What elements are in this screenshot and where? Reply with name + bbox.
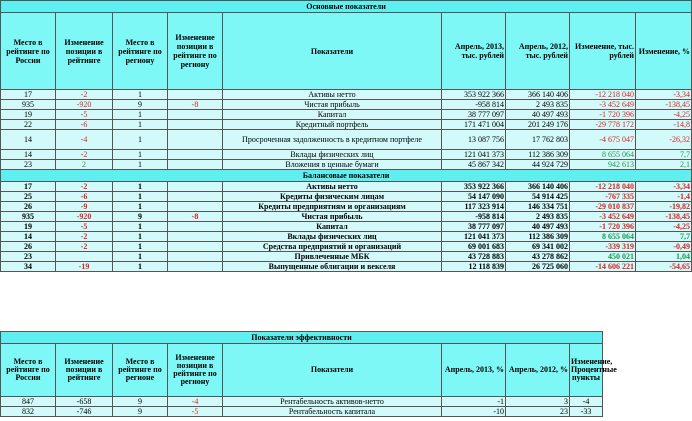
cell-rank-russia: 17 [1,90,56,100]
cell-rank-region: 1 [113,130,168,150]
cell-region-change [168,90,223,100]
cell-change-pct: -4,25 [636,222,692,232]
cell-change: -767 335 [570,192,636,202]
cell-rank-russia: 23 [1,160,56,170]
col-header-rank-region: Место в рейтинге по регионе [113,344,168,397]
cell-region-change [168,222,223,232]
cell-april-2012: 2 493 835 [506,212,570,222]
cell-april-2013: 121 041 373 [442,150,506,160]
cell-april-2013: 43 728 883 [442,252,506,262]
cell-change: 450 021 [570,252,636,262]
cell-region-change [168,182,223,192]
cell-indicator-name: Активы нетто [223,90,442,100]
cell-rank-region: 1 [113,182,168,192]
cell-rank-change: -658 [56,397,113,407]
cell-change-pct: -3,34 [636,90,692,100]
cell-rank-region: 9 [113,100,168,110]
cell-rank-region: 1 [113,192,168,202]
table-row [1,90,692,100]
cell-indicator-name: Рентабельность активов-нетто [223,397,442,407]
cell-rank-region: 1 [113,110,168,120]
cell-april-2012: 26 725 060 [506,262,570,272]
table-row [1,100,692,110]
table-row [1,262,692,272]
cell-rank-change: -4 [56,130,113,150]
cell-change: -339 319 [570,242,636,252]
col-header-rank-region: Место в рейтинге по региону [113,13,168,90]
cell-change: -12 218 040 [570,182,636,192]
cell-april-2012: 40 497 493 [506,222,570,232]
cell-rank-russia: 26 [1,242,56,252]
table-row [1,397,603,407]
col-header-indicator: Показатели [223,344,442,397]
cell-april-2012: 43 278 862 [506,252,570,262]
cell-region-change [168,262,223,272]
cell-april-2013: 38 777 097 [442,222,506,232]
cell-indicator-name: Вклады физических лиц [223,150,442,160]
cell-rank-russia: 14 [1,150,56,160]
cell-april-2013: 54 147 090 [442,192,506,202]
cell-april-2013: 353 922 366 [442,90,506,100]
cell-rank-change: -9 [56,202,113,212]
cell-change: -1 720 396 [570,222,636,232]
cell-april-2013: 121 041 373 [442,232,506,242]
cell-change: -4 675 047 [570,130,636,150]
table-row [1,120,692,130]
cell-april-2013: -958 814 [442,100,506,110]
cell-april-2012: 44 924 729 [506,160,570,170]
table-row [1,130,692,150]
cell-april-2012: 366 140 406 [506,182,570,192]
cell-change: -29 778 172 [570,120,636,130]
col-header-change-pp: Изменение, Процентные пункты [570,344,603,397]
cell-region-change [168,150,223,160]
cell-indicator-name: Выпущенные облигации и векселя [223,262,442,272]
section-title-balance: Балансовые показатели [1,170,692,182]
cell-rank-change: -19 [56,262,113,272]
cell-change: 8 655 064 [570,232,636,242]
table-row [1,182,692,192]
cell-indicator-name: Активы нетто [223,182,442,192]
cell-april-2013: 69 001 683 [442,242,506,252]
cell-region-change [168,242,223,252]
cell-indicator-name: Капитал [223,110,442,120]
cell-rank-change: -2 [56,232,113,242]
cell-rank-russia: 935 [1,100,56,110]
cell-april-2013: 353 922 366 [442,182,506,192]
cell-region-change [168,120,223,130]
cell-rank-change: -5 [56,222,113,232]
cell-rank-region: 9 [113,407,168,417]
cell-rank-change: -2 [56,90,113,100]
section-title-main: Основные показатели [1,1,692,13]
cell-indicator-name: Средства предприятий и организаций [223,242,442,252]
cell-change-pct: 2,1 [636,160,692,170]
cell-april-2013: 13 087 756 [442,130,506,150]
cell-indicator-name: Рентабельность капитала [223,407,442,417]
cell-change: -14 606 221 [570,262,636,272]
table-row [1,150,692,160]
cell-rank-change [56,252,113,262]
col-header-april-2013: Апрель, 2013, % [442,344,506,397]
cell-rank-region: 1 [113,242,168,252]
col-header-region-change: Изменение позиции в рейтинге по региону [168,344,223,397]
cell-rank-region: 9 [113,397,168,407]
cell-april-2012: 3 [506,397,570,407]
cell-change-pct: -26,32 [636,130,692,150]
cell-region-change [168,130,223,150]
cell-region-change: -8 [168,100,223,110]
cell-change: 8 655 064 [570,150,636,160]
cell-april-2013: 38 777 097 [442,110,506,120]
table-row [1,407,603,417]
col-header-region-change: Изменение позиции в рейтинге по региону [168,13,223,90]
cell-rank-russia: 832 [1,407,56,417]
cell-rank-region: 1 [113,150,168,160]
col-header-indicator: Показатели [223,13,442,90]
table-row [1,252,692,262]
cell-rank-change: -2 [56,182,113,192]
cell-rank-russia: 23 [1,252,56,262]
cell-change-pct: 1,04 [636,252,692,262]
cell-april-2013: -958 814 [442,212,506,222]
cell-rank-region: 1 [113,262,168,272]
cell-april-2012: 112 386 309 [506,232,570,242]
cell-change-pct: 7,7 [636,232,692,242]
cell-april-2012: 2 493 835 [506,100,570,110]
cell-change: -3 452 649 [570,212,636,222]
cell-indicator-name: Просроченная задолженность в кредитном портфеле [223,130,442,150]
col-header-rank-change: Изменение позиции в рейтинге [56,13,113,90]
cell-rank-russia: 935 [1,212,56,222]
cell-april-2013: 171 471 004 [442,120,506,130]
efficiency-table [0,331,617,417]
cell-change: -33 [570,407,603,417]
cell-rank-region: 1 [113,202,168,212]
cell-april-2012: 17 762 803 [506,130,570,150]
cell-change-pct: -0,49 [636,242,692,252]
table-row [1,222,692,232]
cell-rank-russia: 14 [1,130,56,150]
cell-rank-region: 1 [113,160,168,170]
table-row [1,212,692,222]
cell-indicator-name: Чистая прибыль [223,100,442,110]
cell-april-2013: 12 118 839 [442,262,506,272]
col-header-change-pct: Изменение, % [636,13,692,90]
cell-april-2013: -10 [442,407,506,417]
table-row [1,110,692,120]
cell-change: -3 452 649 [570,100,636,110]
cell-region-change [168,232,223,242]
cell-change-pct: 7,7 [636,150,692,160]
cell-april-2012: 54 914 425 [506,192,570,202]
cell-rank-region: 1 [113,252,168,262]
cell-change: 942 613 [570,160,636,170]
cell-rank-russia: 17 [1,182,56,192]
cell-april-2012: 112 386 309 [506,150,570,160]
cell-rank-russia: 847 [1,397,56,407]
cell-change: -1 720 396 [570,110,636,120]
cell-change-pct: -3,34 [636,182,692,192]
table-row [1,160,692,170]
col-header-april-2012: Апрель, 2012, тыс. рублей [506,13,570,90]
cell-change-pct: -54,65 [636,262,692,272]
cell-april-2012: 366 140 406 [506,90,570,100]
cell-region-change [168,252,223,262]
cell-region-change: -4 [168,397,223,407]
cell-rank-change: 2 [56,160,113,170]
cell-rank-change: -2 [56,242,113,252]
cell-rank-russia: 22 [1,120,56,130]
cell-indicator-name: Вложения в ценные бумаги [223,160,442,170]
cell-region-change: -5 [168,407,223,417]
col-header-rank-russia: Место в рейтинге по России [1,344,56,397]
cell-april-2012: 146 334 751 [506,202,570,212]
col-header-april-2012: Апрель, 2012, % [506,344,570,397]
cell-change-pct: -1,4 [636,192,692,202]
cell-change-pct: -14,8 [636,120,692,130]
table-row [1,192,692,202]
section-title-efficiency: Показатели эффективности [1,332,603,344]
cell-rank-russia: 34 [1,262,56,272]
table-row [1,232,692,242]
cell-rank-change: -920 [56,100,113,110]
col-header-rank-change: Изменение позиции в рейтинге [56,344,113,397]
cell-rank-change: -2 [56,150,113,160]
cell-indicator-name: Кредитный портфель [223,120,442,130]
cell-rank-change: -5 [56,110,113,120]
cell-rank-region: 9 [113,212,168,222]
cell-change: -29 010 837 [570,202,636,212]
cell-april-2013: 117 323 914 [442,202,506,212]
cell-region-change [168,160,223,170]
cell-rank-region: 1 [113,222,168,232]
cell-rank-russia: 26 [1,202,56,212]
table-row [1,202,692,212]
cell-indicator-name: Кредиты предприятиям и организациям [223,202,442,212]
table-row [1,242,692,252]
cell-april-2012: 201 249 176 [506,120,570,130]
cell-indicator-name: Чистая прибыль [223,212,442,222]
cell-region-change [168,110,223,120]
cell-change-pct: -4,25 [636,110,692,120]
cell-region-change: -8 [168,212,223,222]
cell-rank-change: -6 [56,192,113,202]
cell-indicator-name: Капитал [223,222,442,232]
col-header-change-abs: Изменение, тыс. рублей [570,13,636,90]
cell-region-change [168,192,223,202]
cell-april-2012: 40 497 493 [506,110,570,120]
cell-rank-region: 1 [113,90,168,100]
cell-indicator-name: Кредиты физическим лицам [223,192,442,202]
cell-indicator-name: Привлеченные МБК [223,252,442,262]
cell-change-pct: -19,82 [636,202,692,212]
cell-indicator-name: Вклады физических лиц [223,232,442,242]
cell-rank-region: 1 [113,232,168,242]
cell-change-pct: -138,45 [636,100,692,110]
cell-rank-change: -746 [56,407,113,417]
col-header-rank-russia: Место в рейтинге по России [1,13,56,90]
cell-april-2012: 69 341 002 [506,242,570,252]
cell-april-2012: 23 [506,407,570,417]
cell-rank-russia: 25 [1,192,56,202]
cell-change-pct: -138,45 [636,212,692,222]
cell-change: -4 [570,397,603,407]
cell-region-change [168,202,223,212]
cell-rank-russia: 14 [1,232,56,242]
cell-rank-region: 1 [113,120,168,130]
cell-rank-russia: 19 [1,110,56,120]
col-header-april-2013: Апрель, 2013, тыс. рублей [442,13,506,90]
cell-rank-change: -6 [56,120,113,130]
cell-rank-change: -920 [56,212,113,222]
cell-april-2013: -1 [442,397,506,407]
cell-april-2013: 45 867 342 [442,160,506,170]
cell-change: -12 218 040 [570,90,636,100]
cell-rank-russia: 19 [1,222,56,232]
